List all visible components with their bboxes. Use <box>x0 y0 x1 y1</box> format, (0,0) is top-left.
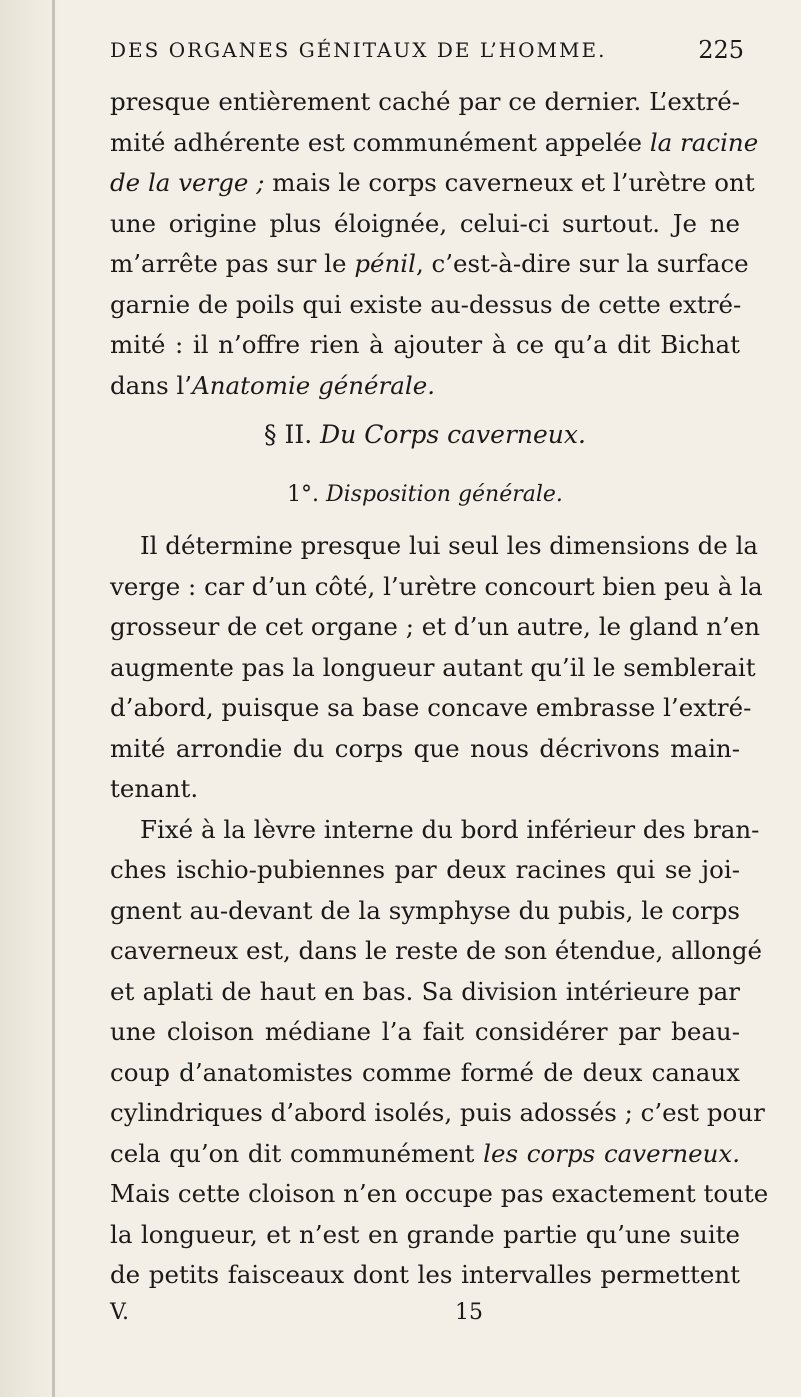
text-line: garnie de poils qui existe au-dessus de cette extré- <box>110 289 742 319</box>
text-line: et aplati de haut en bas. Sa division intérieure par <box>110 976 740 1006</box>
italic-text: pénil <box>354 249 416 278</box>
margin-line <box>52 0 55 1397</box>
running-head <box>110 36 744 82</box>
text-line: cela qu’on dit communément les corps caverneux. <box>110 1138 740 1168</box>
text-line: tenant. <box>110 774 199 803</box>
italic-text: Anatomie générale. <box>192 370 435 400</box>
sheet-number: 15 <box>455 1299 483 1325</box>
text-line: dans l’Anatomie générale. <box>110 370 435 400</box>
text-line: grosseur de cet organe ; et d’un autre, le gland n’en <box>110 612 761 641</box>
paragraph-2 <box>110 526 763 810</box>
text-line: mité adhérente est communément appelée la racine <box>110 127 759 157</box>
subsection-heading-title: Disposition générale. <box>326 482 563 507</box>
text-line: une origine plus éloignée, celui-ci surtout. Je ne <box>110 208 740 238</box>
section-heading-title: Du Corps caverneux. <box>320 420 586 449</box>
text-line: ches ischio-pubiennes par deux racines qui se joi- <box>110 855 740 884</box>
text-line: m’arrête pas sur le pénil, c’est-à-dire sur la surface <box>110 249 749 278</box>
text-line: cylindriques d’abord isolés, puis adossés ; c’est pour <box>110 1098 765 1127</box>
text-line: mité : il n’offre rien à ajouter à ce qu’a dit Bichat <box>110 330 740 359</box>
text-line: verge : car d’un côté, l’urètre concourt bien peu à la <box>110 571 763 601</box>
section-heading-prefix: § II. <box>264 420 321 449</box>
paragraph-3 <box>110 810 769 1296</box>
page-gutter <box>0 0 60 1397</box>
italic-text: de la verge ; <box>110 168 265 197</box>
italic-text: la racine <box>649 127 759 157</box>
text-line: d’abord, puisque sa base concave embrasse l’extré- <box>110 693 752 722</box>
text-line: coup d’anatomistes comme formé de deux canaux <box>110 1057 740 1087</box>
text-line: presque entièrement caché par ce dernier. L’extré- <box>110 87 740 116</box>
running-head-title: DES ORGANES GÉNITAUX DE L’HOMME. <box>110 38 607 62</box>
book-page <box>110 36 769 1340</box>
text-line: Fixé à la lèvre interne du bord inférieur des bran- <box>140 814 760 844</box>
page-footer <box>110 1300 740 1340</box>
text-line: augmente pas la longueur autant qu’il le semblerait <box>110 652 756 682</box>
italic-text: les corps caverneux. <box>483 1138 740 1168</box>
text-line: de la verge ; mais le corps caverneux et l’urètre ont <box>110 168 755 197</box>
section-heading <box>110 406 740 464</box>
text-line: Mais cette cloison n’en occupe pas exactement toute <box>110 1179 769 1208</box>
text-line: la longueur, et n’est en grande partie qu’une suite <box>110 1219 740 1249</box>
subsection-heading <box>110 464 740 526</box>
paragraph-1 <box>110 82 759 406</box>
text-line: mité arrondie du corps que nous décrivons main- <box>110 733 740 763</box>
page-number: 225 <box>698 36 744 64</box>
signature-mark: V. <box>110 1299 130 1325</box>
text-line: de petits faisceaux dont les intervalles permettent <box>110 1260 740 1289</box>
text-line: caverneux est, dans le reste de son étendue, allongé <box>110 936 763 965</box>
subsection-heading-prefix: 1°. <box>287 482 327 507</box>
text-line: Il détermine presque lui seul les dimensions de la <box>140 531 759 560</box>
text-line: gnent au-devant de la symphyse du pubis, le corps <box>110 895 740 925</box>
text-line: une cloison médiane l’a fait considérer par beau- <box>110 1017 740 1046</box>
